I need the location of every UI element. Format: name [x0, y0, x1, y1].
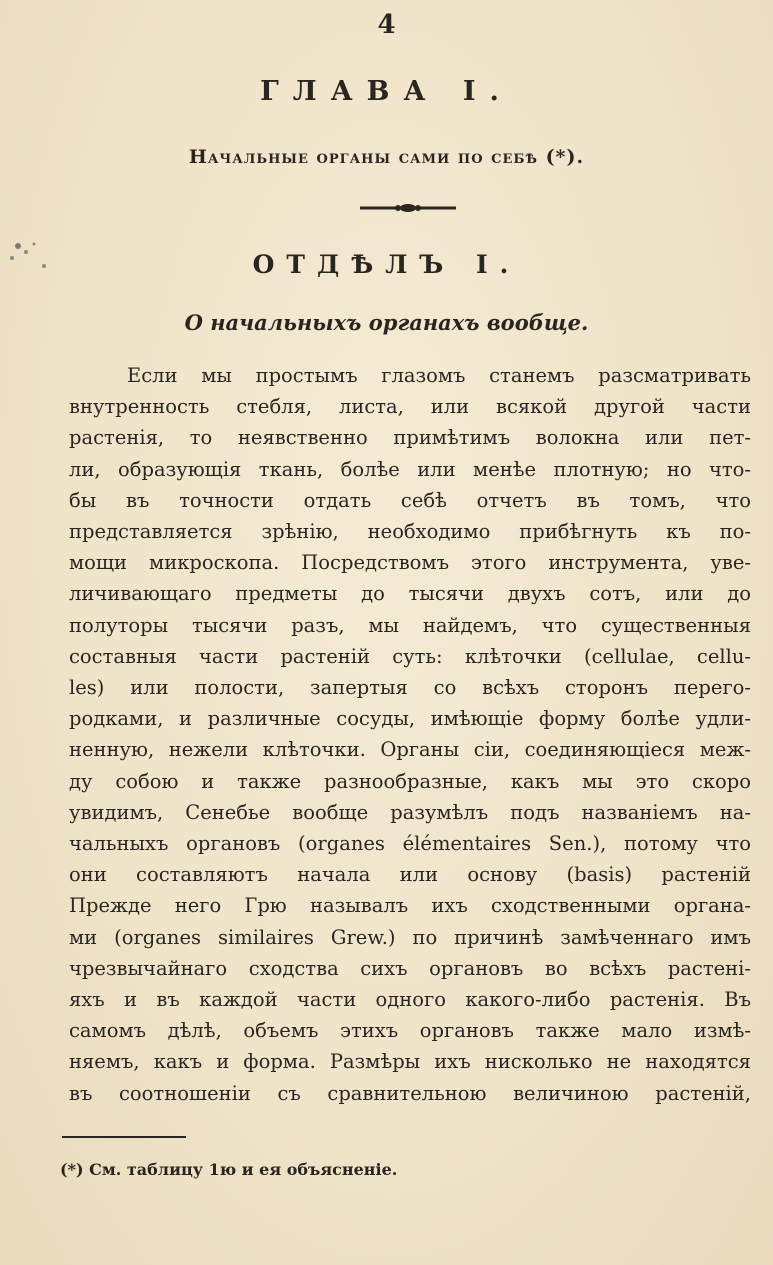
body-line: полуторы тысячи разъ, мы найдемъ, что существенныя: [69, 613, 751, 637]
footnote: (*) См. таблицу 1ю и ея объясненіе.: [60, 1160, 398, 1179]
body-line: ду собою и также разнообразные, какъ мы это скоро: [69, 769, 751, 793]
body-line: самомъ дѣлѣ, объемъ этихъ органовъ также мало измѣ-: [69, 1019, 751, 1043]
body-line: личивающаго предметы до тысячи двухъ сотъ, или до: [69, 582, 751, 606]
section-subtitle: О начальныхъ органахъ вообще.: [184, 310, 589, 335]
body-line: Если мы простымъ глазомъ станемъ разсматривать: [127, 364, 751, 387]
body-line: представляется зрѣнію, необходимо прибѣгнуть къ по-: [69, 520, 751, 544]
body-line: яхъ и въ каждой части одного какого-либо растенія. Въ: [69, 988, 751, 1012]
body-line: внутренность стебля, листа, или всякой другой части: [69, 395, 751, 419]
body-line: бы въ точности отдать себѣ отчетъ въ томъ, что: [69, 488, 751, 512]
footnote-rule: [62, 1136, 186, 1138]
body-line: они составляютъ начала или основу (basis) растеній: [69, 863, 751, 887]
body-line: чальныхъ органовъ (organes élémentaires Sen.), потому что: [69, 832, 751, 856]
body-line: Прежде него Грю называлъ ихъ сходственными органа-: [69, 894, 751, 918]
body-line: няемъ, какъ и форма. Размѣры ихъ нисколько не находятся: [69, 1050, 751, 1074]
body-line: les) или полости, запертыя со всѣхъ сторонъ перего-: [69, 676, 751, 700]
body-line: ли, образующія ткань, болѣе или менѣе плотную; но что-: [69, 457, 751, 481]
body-line: ненную, нежели клѣточки. Органы сіи, соединяющіеся меж-: [69, 738, 751, 762]
body-line: растенія, то неявственно примѣтимъ волокна или пет-: [69, 426, 751, 450]
page-number: 4: [377, 10, 396, 40]
chapter-title: ГЛАВА I.: [260, 76, 513, 107]
body-line: родками, и различные сосуды, имѣющіе форму болѣе удли-: [69, 707, 751, 731]
section-title: ОТДѢЛЪ I.: [252, 250, 521, 279]
body-line: увидимъ, Сенебье вообще разумѣлъ подъ названіемъ на-: [69, 800, 751, 824]
ornament-divider: [358, 201, 458, 215]
body-line: въ соотношеніи съ сравнительною величиною растеній,: [69, 1081, 751, 1105]
body-line: мощи микроскопа. Посредствомъ этого инструмента, уве-: [69, 551, 751, 575]
body-text: [69, 360, 751, 1109]
body-line: ми (organes similaires Grew.) по причинѣ замѣченнаго имъ: [69, 925, 751, 949]
chapter-subtitle: Начальные органы сами по себѣ (*).: [188, 146, 585, 168]
body-line: чрезвычайнаго сходства сихъ органовъ во всѣхъ растені-: [69, 956, 751, 980]
body-line: составныя части растеній суть: клѣточки (cellulae, cellu-: [69, 644, 751, 668]
